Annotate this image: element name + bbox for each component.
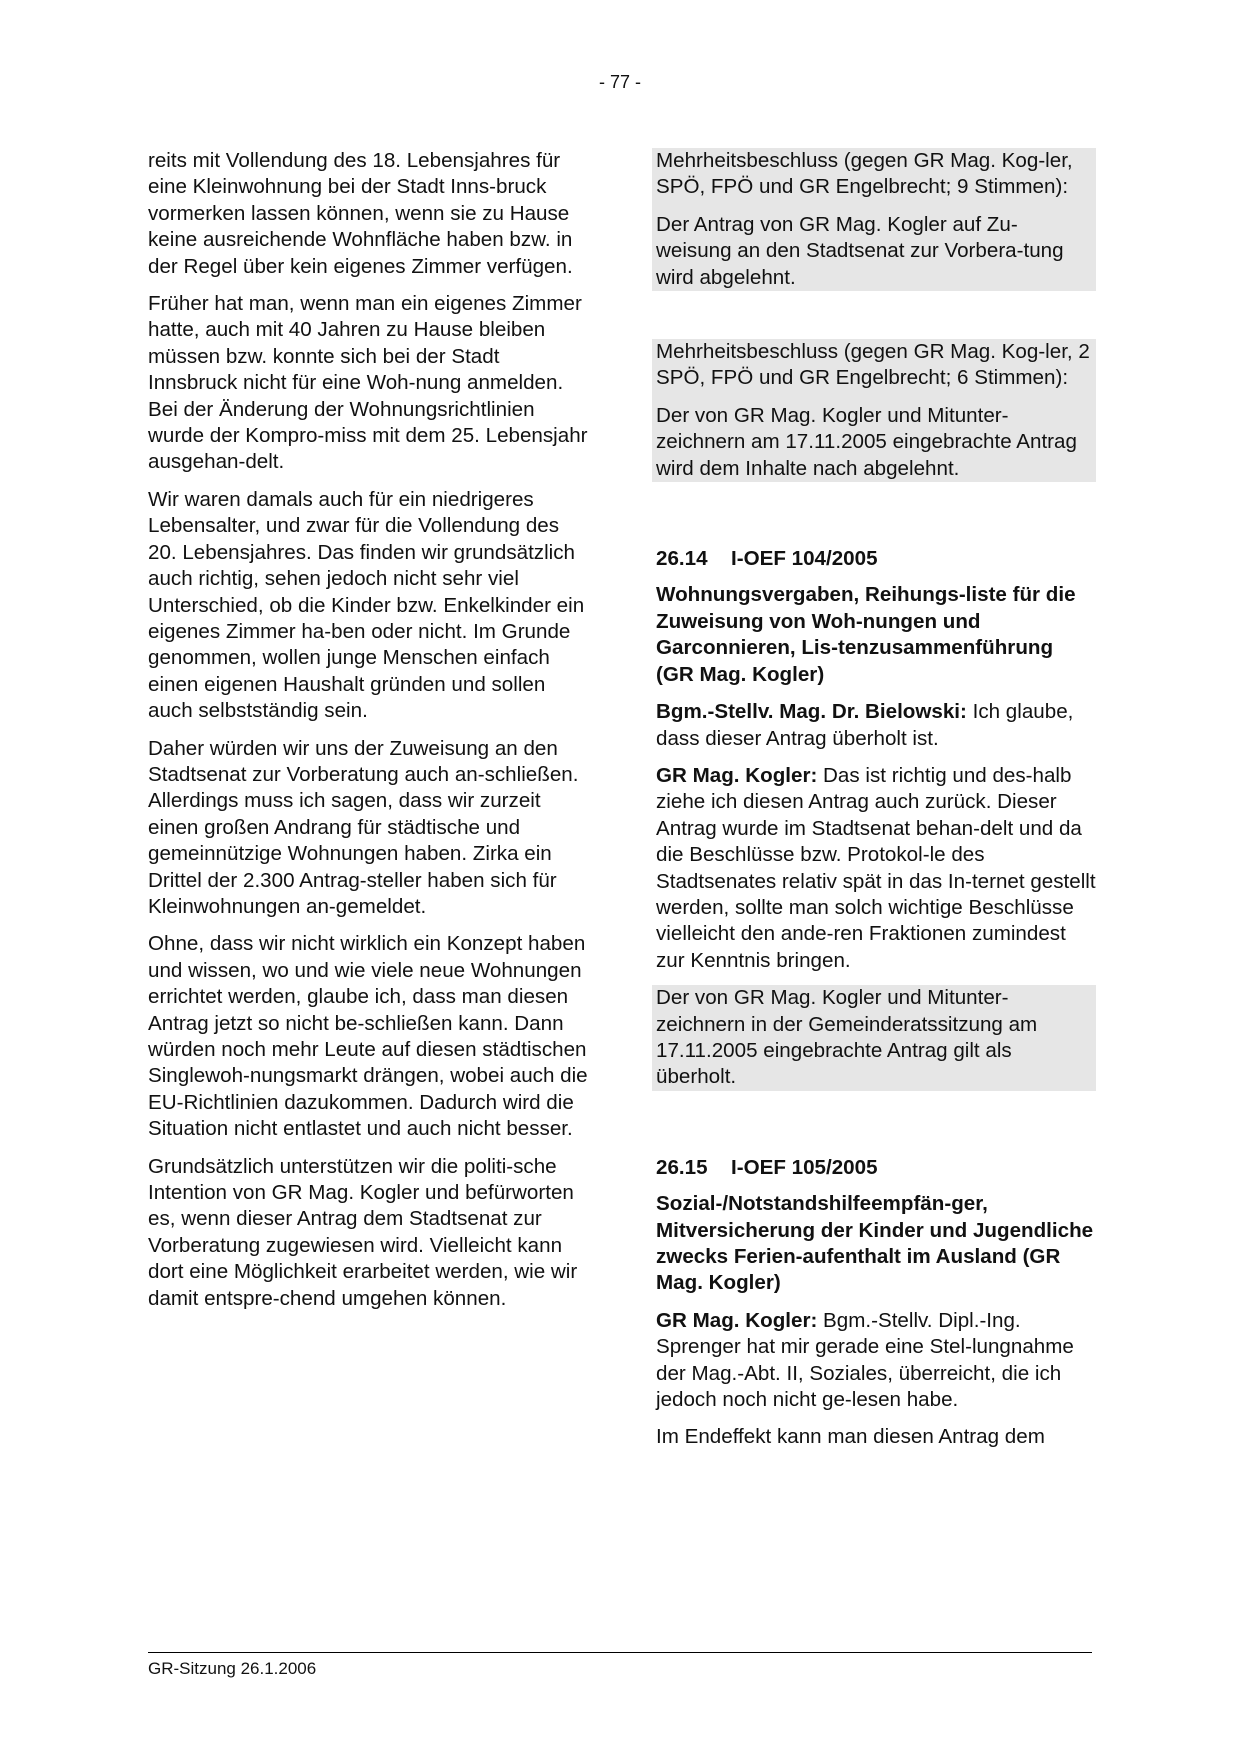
item-title: Wohnungsvergaben, Reihungs-liste für die Zuweisung von Woh-nungen und Garconnieren, Lis-tenzusammenführung (GR Mag. Kogler)	[656, 583, 1076, 686]
item-code: I-OEF 105/2005	[731, 1155, 878, 1179]
resolution-text: Der von GR Mag. Kogler und Mitunter-zeichnern am 17.11.2005 eingebrachte Antrag wird dem Inhalte nach abgelehnt.	[656, 403, 1077, 480]
resolution-block-3	[652, 985, 1096, 1091]
resolution-block-2	[652, 339, 1096, 482]
statement-text: Ich glaube, dass dieser Antrag überholt ist.	[656, 700, 1074, 750]
item-code: I-OEF 104/2005	[731, 547, 878, 571]
paragraph: reits mit Vollendung des 18. Lebensjahres für eine Kleinwohnung bei der Stadt Inns-bruck vormerken lassen können, wenn sie zu Hause keine ausreichende Wohnfläche haben bzw. in der Regel über kein eigenes Zimmer verfügen.	[148, 149, 573, 278]
item-title: Sozial-/Notstandshilfeempfän-ger, Mitversicherung der Kinder und Jugendliche zwecks Ferien-aufenthalt im Ausland (GR Mag. Kogler)	[656, 1192, 1094, 1295]
paragraph: Wir waren damals auch für ein niedrigeres Lebensalter, und zwar für die Vollendung des 20. Lebensjahres. Das finden wir grundsätzlich auch richtig, sehen jedoch nicht sehr viel Unterschied, ob die Kinder bzw. Enkelkinder ein eigenes Zimmer ha-ben oder nicht. Im Grunde genommen, wollen junge Menschen einfach einen eigenen Haushalt gründen und sollen auch selbstständig sein.	[148, 487, 585, 723]
item-number: 26.14	[656, 547, 708, 571]
speaker-name: Bgm.-Stellv. Mag. Dr. Bielowski:	[656, 700, 967, 724]
speaker-name: GR Mag. Kogler:	[656, 1308, 818, 1332]
left-column	[148, 148, 588, 1323]
paragraph: Ohne, dass wir nicht wirklich ein Konzept haben und wissen, wo und wie viele neue Wohnungen errichtet werden, glaube ich, dass man diesen Antrag jetzt so nicht be-schließen kann. Dann würden noch mehr Leute auf diesen städtischen Singlewoh-nungsmarkt drängen, wobei auch die EU-Richtlinien dazukommen. Dadurch wird die Situation nicht entlastet und auch nicht besser.	[148, 932, 588, 1141]
vote-result: Mehrheitsbeschluss (gegen GR Mag. Kog-ler, SPÖ, FPÖ und GR Engelbrecht; 9 Stimmen):	[656, 149, 1073, 199]
statement-text: Das ist richtig und des-halb ziehe ich diesen Antrag auch zurück. Dieser Antrag wurde im Stadtsenat behan-delt und da die Beschlüsse bzw. Protokol-le des Stadtsenates relativ spät in das In-ternet gestellt werden, sollte man solch wichtige Beschlüsse vielleicht den ande-ren Fraktionen zumindest zur Kenntnis bringen.	[656, 763, 1096, 972]
statement: Im Endeffekt kann man diesen Antrag dem	[656, 1425, 1045, 1449]
resolution-text: Der Antrag von GR Mag. Kogler auf Zu-weisung an den Stadtsenat zur Vorbera-tung wird abgelehnt.	[656, 212, 1064, 289]
statement	[656, 1308, 1096, 1414]
footer-text: GR-Sitzung 26.1.2006	[148, 1659, 317, 1678]
resolution-block-1	[652, 148, 1096, 291]
paragraph: Grundsätzlich unterstützen wir die politi-sche Intention von GR Mag. Kogler und befürworten es, wenn dieser Antrag dem Stadtsenat zur Vorberatung zugewiesen wird. Vielleicht kann dort eine Möglichkeit erarbeitet werden, wie wir damit entspre-chend umgehen können.	[148, 1154, 578, 1310]
page-number: - 77 -	[598, 72, 641, 92]
paragraph: Daher würden wir uns der Zuweisung an den Stadtsenat zur Vorberatung auch an-schließen. Allerdings muss ich sagen, dass wir zurzeit einen großen Andrang für städtische und gemeinnützige Wohnungen haben. Zirka ein Drittel der 2.300 Antrag-steller haben sich für Kleinwohnungen an-gemeldet.	[148, 736, 579, 918]
right-column	[656, 148, 1096, 1462]
agenda-item-heading-26-14	[656, 546, 1096, 572]
agenda-item-heading-26-15	[656, 1155, 1096, 1181]
resolution-text: Der von GR Mag. Kogler und Mitunter-zeichnern in der Gemeinderatssitzung am 17.11.2005 eingebrachte Antrag gilt als überholt.	[656, 986, 1038, 1089]
item-number: 26.15	[656, 1155, 708, 1179]
paragraph: Früher hat man, wenn man ein eigenes Zimmer hatte, auch mit 40 Jahren zu Hause bleiben müssen bzw. konnte sich bei der Stadt Innsbruck nicht für eine Woh-nung anmelden. Bei der Änderung der Wohnungsrichtlinien wurde der Kompro-miss mit dem 25. Lebensjahr ausgehan-delt.	[148, 292, 588, 474]
vote-result: Mehrheitsbeschluss (gegen GR Mag. Kog-ler, 2 SPÖ, FPÖ und GR Engelbrecht; 6 Stimmen):	[656, 340, 1090, 390]
statement-text: Bgm.-Stellv. Dipl.-Ing. Sprenger hat mir gerade eine Stel-lungnahme der Mag.-Abt. II, Soziales, überreicht, die ich jedoch noch nicht ge-lesen habe.	[656, 1308, 1074, 1412]
footer-divider	[148, 1652, 1092, 1653]
statement	[656, 699, 1096, 752]
speaker-name: GR Mag. Kogler:	[656, 763, 818, 787]
statement	[656, 763, 1096, 974]
